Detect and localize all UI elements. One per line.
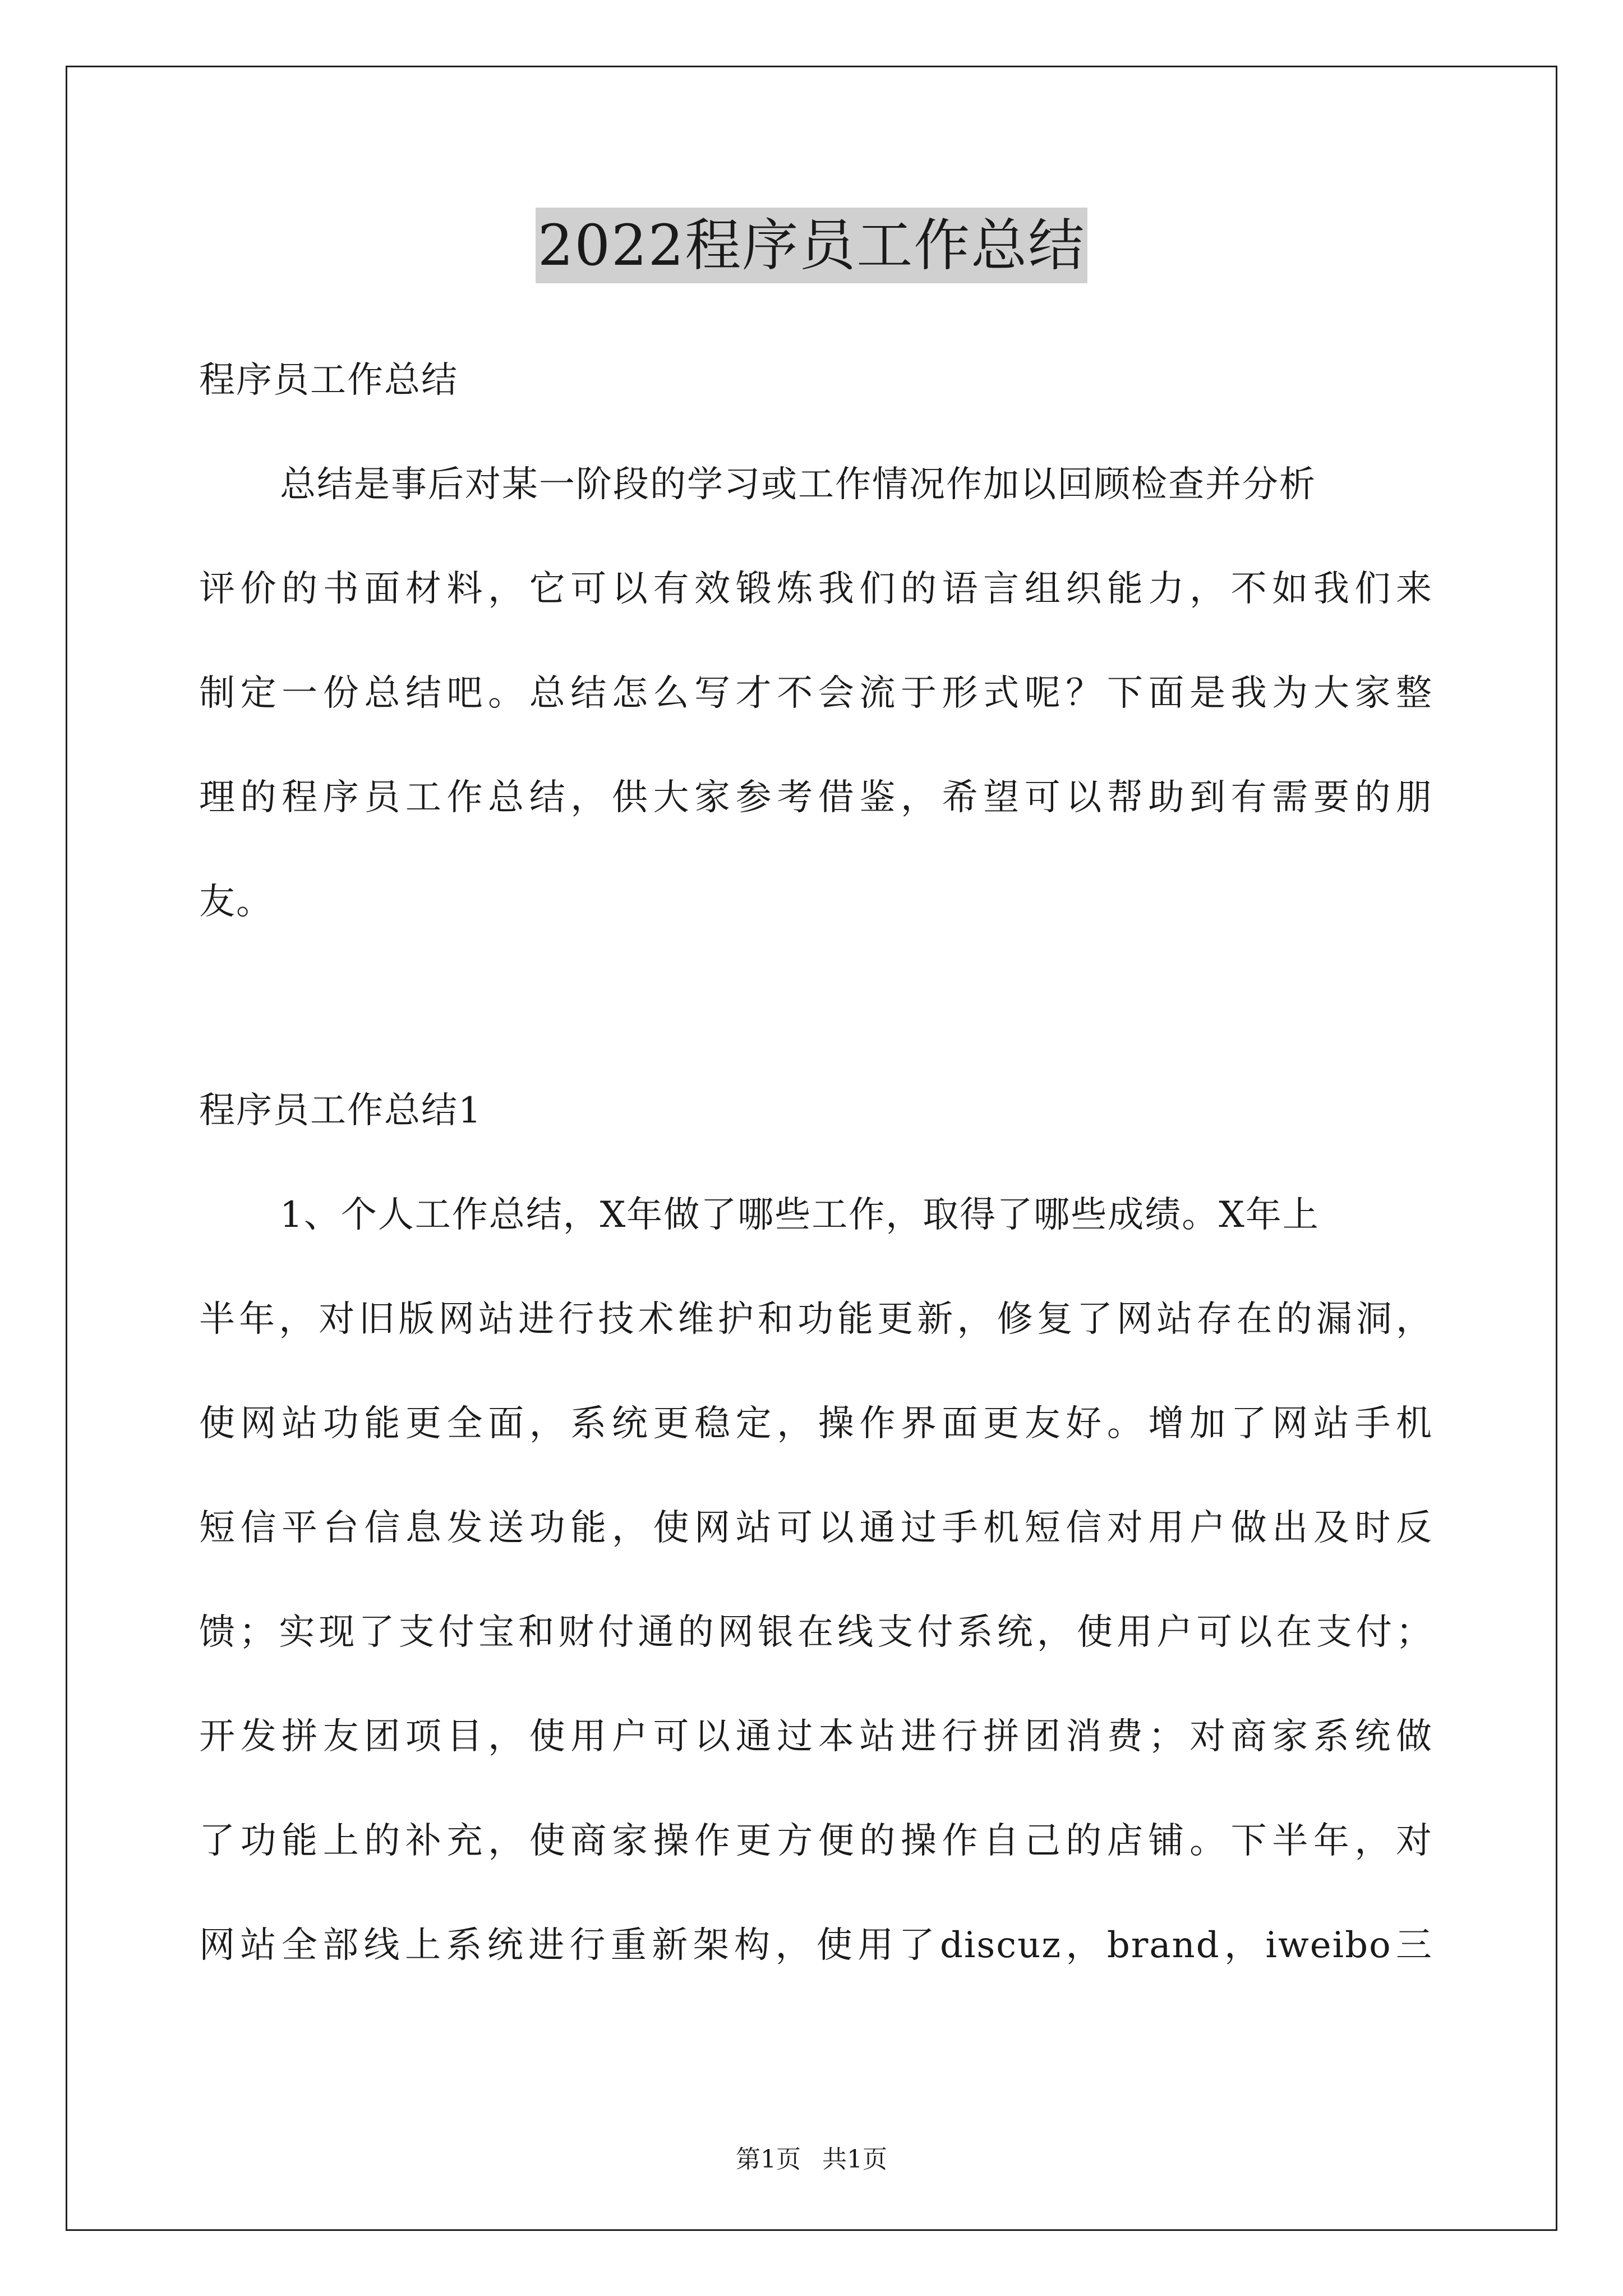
paragraph-line: 短信平台信息发送功能，使网站可以通过手机短信对用户做出及时反 bbox=[199, 1507, 1433, 1549]
page-total: 共1页 bbox=[822, 2145, 887, 2174]
paragraph-line: 评价的书面材料，它可以有效锻炼我们的语言组织能力，不如我们来 bbox=[199, 568, 1433, 610]
paragraph-line: 了功能上的补充，使商家操作更方便的操作自己的店铺。下半年，对 bbox=[199, 1820, 1433, 1862]
document-title: 2022程序员工作总结 bbox=[536, 208, 1088, 283]
section-heading: 程序员工作总结1 bbox=[199, 1090, 482, 1131]
paragraph-line: 网站全部线上系统进行重新架构，使用了discuz，brand，iweibo三 bbox=[199, 1925, 1433, 1966]
paragraph-line: 总结是事后对某一阶段的学习或工作情况作加以回顾检查并分析 bbox=[280, 464, 1316, 505]
page-footer bbox=[0, 2143, 1623, 2177]
paragraph-line: 制定一份总结吧。总结怎么写才不会流于形式呢？下面是我为大家整 bbox=[199, 673, 1433, 714]
paragraph-line: 半年，对旧版网站进行技术维护和功能更新，修复了网站存在的漏洞， bbox=[199, 1299, 1433, 1340]
paragraph-line: 友。 bbox=[199, 881, 273, 923]
page-number: 第1页 bbox=[736, 2145, 801, 2174]
paragraph-line: 开发拼友团项目，使用户可以通过本站进行拼团消费；对商家系统做 bbox=[199, 1716, 1433, 1757]
paragraph-line: 馈；实现了支付宝和财付通的网银在线支付系统，使用户可以在支付； bbox=[199, 1612, 1433, 1653]
section-heading: 程序员工作总结 bbox=[199, 360, 458, 401]
section-spacer bbox=[199, 954, 1433, 1059]
paragraph-line: 1、个人工作总结，X年做了哪些工作，取得了哪些成绩。X年上 bbox=[280, 1194, 1320, 1236]
title-container bbox=[0, 208, 1623, 283]
paragraph-line: 理的程序员工作总结，供大家参考借鉴，希望可以帮助到有需要的朋 bbox=[199, 777, 1433, 818]
document-body bbox=[199, 328, 1433, 1998]
paragraph-line: 使网站功能更全面，系统更稳定，操作界面更友好。增加了网站手机 bbox=[199, 1403, 1433, 1444]
